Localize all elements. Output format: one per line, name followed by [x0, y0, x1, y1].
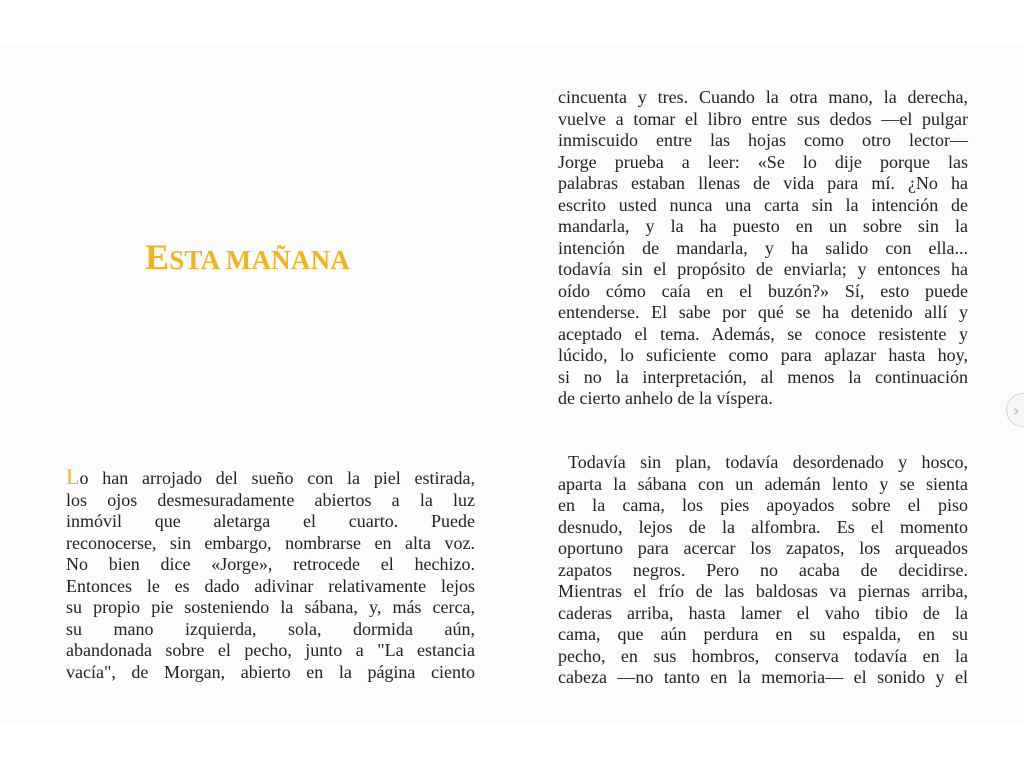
- text-line: de cierto anhelo de la víspera.: [558, 388, 773, 408]
- paragraph: [66, 466, 475, 683]
- text-line: aceptado el tema. Además, se conoce resistente y: [558, 323, 968, 344]
- chevron-right-icon: ›: [1013, 400, 1020, 420]
- text-line: Todavía sin plan, todavía desordenado y hosco,: [568, 452, 968, 472]
- text-line: los ojos desmesuradamente abiertos a la luz: [66, 489, 475, 510]
- text-line: palabras estaban llenas de vida para mí. ¿No ha: [558, 173, 968, 193]
- text-line: cincuenta y tres. Cuando la otra mano, la derecha,: [558, 87, 968, 107]
- text-line: lúcido, lo suficiente como para aplazar hasta hoy,: [558, 345, 968, 365]
- text-line: vuelve a tomar el libro entre sus dedos —el pulgar: [558, 108, 968, 129]
- text-line: oído cómo caía en el buzón?» Sí, esto puede: [558, 280, 968, 301]
- text-line: [66, 466, 475, 490]
- text-line: No bien dice «Jorge», retrocede el hechizo.: [66, 554, 475, 574]
- text-line: intención de mandarla, y ha salido con ella...: [558, 237, 968, 258]
- chapter-title-initial: E: [145, 237, 170, 277]
- text-line: Mientras el frío de las baldosas va piernas arriba,: [558, 581, 968, 601]
- text-line: entenderse. El sabe por qué se ha detenido allí y: [558, 302, 968, 322]
- paragraph: [558, 87, 968, 410]
- text-line: abandonada sobre el pecho, junto a "La estancia: [66, 640, 475, 660]
- chapter-title-rest: STA MAÑANA: [169, 245, 350, 275]
- text-line: Jorge prueba a leer: «Se lo dije porque las: [558, 151, 968, 172]
- text-line: mandarla, y la ha puesto en un sobre sin la: [558, 216, 968, 236]
- left-column-text: [66, 466, 475, 683]
- text-line: todavía sin el propósito de enviarla; y entonces ha: [558, 259, 968, 279]
- text-line: vacía", de Morgan, abierto en la página ciento: [66, 661, 475, 682]
- text-line: caderas arriba, hasta lamer el vaho tibio de la: [558, 602, 968, 623]
- right-column-top-text: [558, 87, 968, 410]
- text-line: escrito usted nunca una carta sin la intención de: [558, 194, 968, 215]
- text-line: cama, que aún perdura en su espalda, en su: [558, 624, 968, 644]
- right-column-bottom-text: [558, 452, 968, 689]
- text-line: pecho, en sus hombros, conserva todavía en la: [558, 645, 968, 666]
- text-line: zapatos negros. Pero no acaba de decidirse.: [558, 559, 968, 580]
- chapter-title: [145, 232, 350, 285]
- text-line: inmóvil que aletarga el cuarto. Puede: [66, 511, 475, 531]
- text-line: Entonces le es dado adivinar relativamente lejos: [66, 575, 475, 596]
- text-line: cabeza —no tanto en la memoria— el sonido y el: [558, 667, 968, 687]
- paragraph: [558, 452, 968, 689]
- text-line: en la cama, los pies apoyados sobre el piso: [558, 495, 968, 515]
- text-line: inmiscuido entre las hojas como otro lector—: [558, 130, 968, 150]
- text-line: reconocerse, sin embargo, nombrarse en alta voz.: [66, 532, 475, 553]
- text-line: aparta la sábana con un ademán lento y se sienta: [558, 473, 968, 494]
- text-line: su mano izquierda, sola, dormida aún,: [66, 618, 475, 639]
- text-line-content: o han arrojado del sueño con la piel estirada,: [79, 468, 475, 488]
- drop-cap: L: [66, 464, 80, 489]
- text-line: desnudo, lejos de la alfombra. Es el momento: [558, 516, 968, 537]
- text-line: su propio pie sosteniendo la sábana, y, más cerca,: [66, 597, 475, 617]
- text-line: si no la interpretación, al menos la continuación: [558, 366, 968, 387]
- text-line: oportuno para acercar los zapatos, los arqueados: [558, 538, 968, 558]
